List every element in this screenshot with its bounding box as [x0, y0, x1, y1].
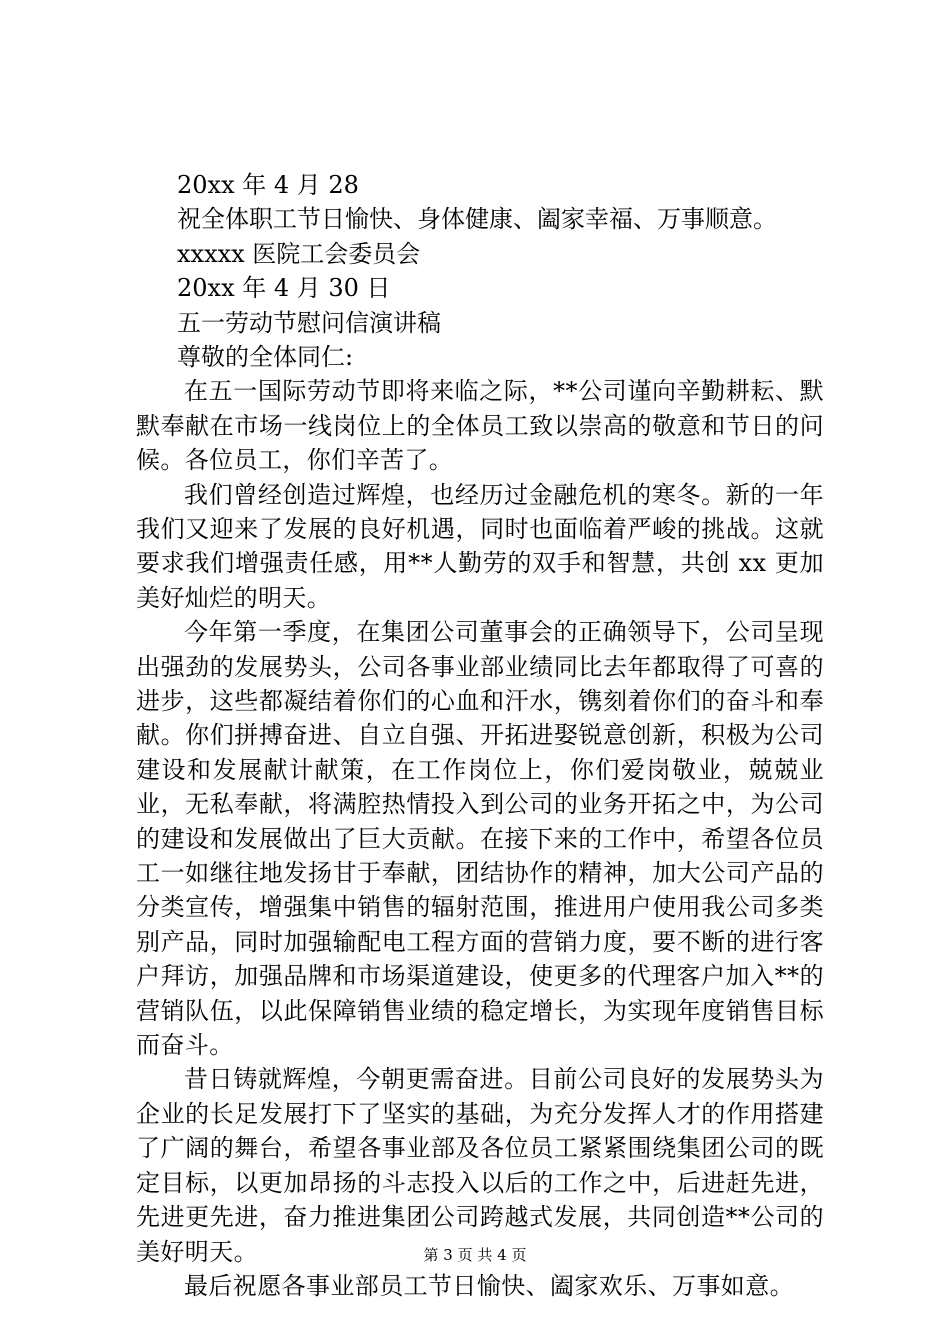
document-body: [136, 168, 824, 1303]
date-line: 20xx 年 4 月 28: [177, 171, 359, 199]
signature-date-line: 20xx 年 4 月 30 日: [177, 274, 391, 303]
closing-paragraph: 最后祝愿各事业部员工节日愉快、阖家欢乐、万事如意。: [184, 1271, 794, 1300]
signature-line: xxxxx 医院工会委员会: [177, 239, 421, 268]
greeting-line: 祝全体职工节日愉快、身体健康、阖家幸福、万事顺意。: [177, 205, 777, 234]
body-paragraph: 我们曾经创造过辉煌，也经历过金融危机的寒冬。新的一年我们又迎来了发展的良好机遇，同时也面临着严峻的挑战。这就要求我们增强责任感，用**人勤劳的双手和智慧，共创 xx 更加美好灿烂的明天。: [136, 480, 824, 612]
page-footer: 第 3 页 共 4 页: [423, 1246, 527, 1264]
body-paragraph: 在五一国际劳动节即将来临之际，**公司谨向辛勤耕耘、默默奉献在市场一线岗位上的全体员工致以崇高的敬意和节日的问候。各位员工，你们辛苦了。: [136, 377, 824, 475]
body-paragraph: 今年第一季度，在集团公司董事会的正确领导下，公司呈现出强劲的发展势头，公司各事业部业绩同比去年都取得了可喜的进步，这些都凝结着你们的心血和汗水，镌刻着你们的奋斗和奉献。你们拼搏奋进、自立自强、开拓进娶锐意创新，积极为公司建设和发展献计献策，在工作岗位上，你们爱岗敬业，兢兢业业，无私奉献，将满腔热情投入到公司的业务开拓之中，为公司的建设和发展做出了巨大贡献。在接下来的工作中，希望各位员工一如继往地发扬甘于奉献，团结协作的精神，加大公司产品的分类宣传，增强集中销售的辐射范围，推进用户使用我公司多类别产品，同时加强输配电工程方面的营销力度，要不断的进行客户拜访，加强品牌和市场渠道建设，使更多的代理客户加入**的营销队伍，以此保障销售业绩的稳定增长，为实现年度销售目标而奋斗。: [136, 618, 824, 1060]
salutation-line: 尊敬的全体同仁:: [177, 342, 354, 371]
document-title: 五一劳动节慰问信演讲稿: [177, 308, 441, 337]
body-paragraph: 昔日铸就辉煌，今朝更需奋进。目前公司良好的发展势头为企业的长足发展打下了坚实的基础，为充分发挥人才的作用搭建了广阔的舞台，希望各事业部及各位员工紧紧围绕集团公司的既定目标，以更加昂扬的斗志投入以后的工作之中，后进赶先进，先进更先进，奋力推进集团公司跨越式发展，共同创造**公司的美好明天。: [136, 1065, 824, 1266]
